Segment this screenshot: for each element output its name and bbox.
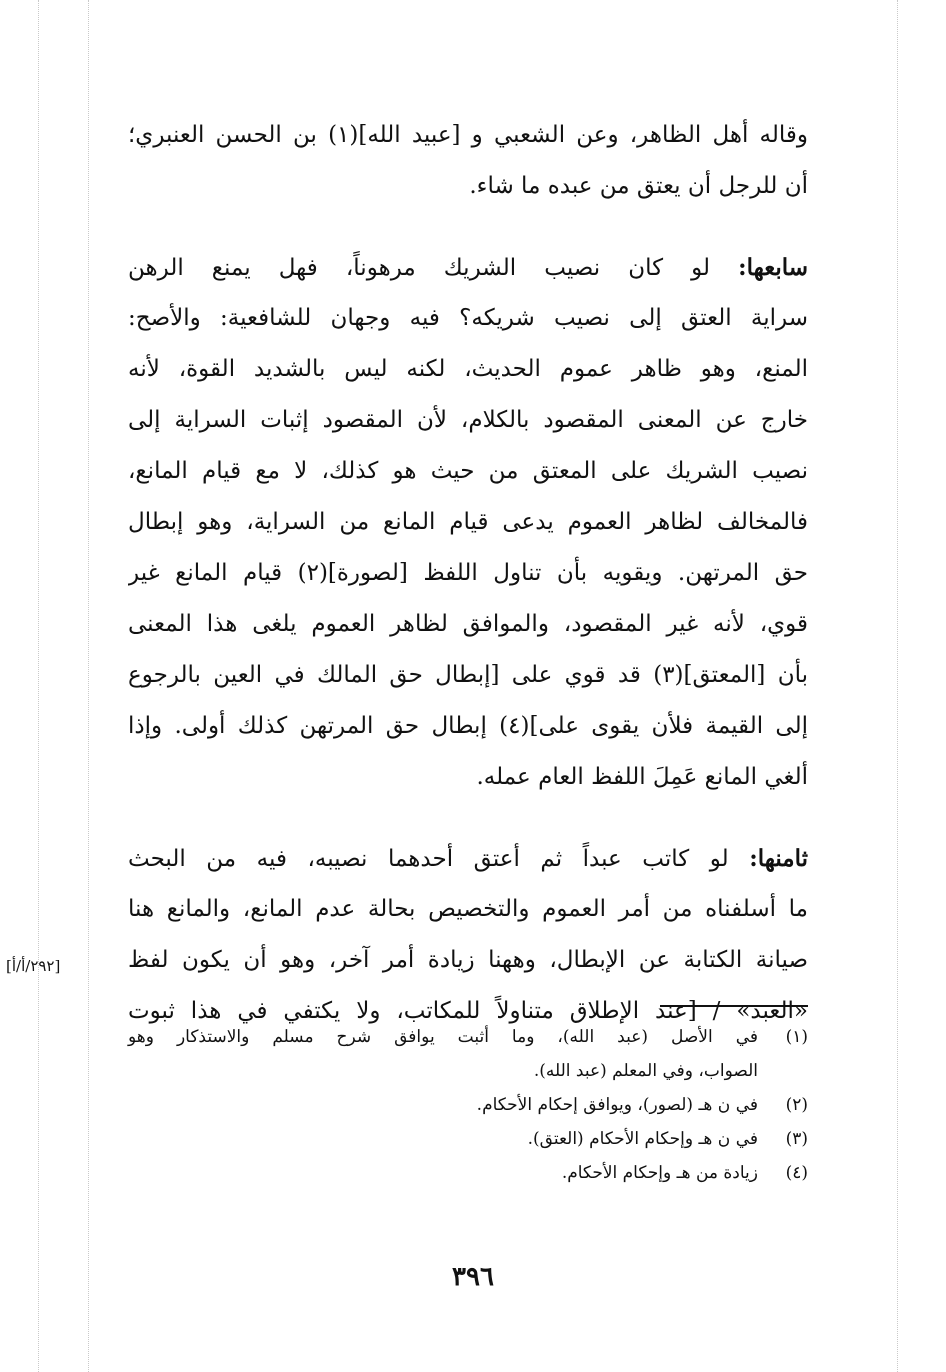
footnote-item bbox=[128, 1156, 808, 1190]
scan-guide-line bbox=[897, 0, 898, 1372]
paragraph-seventh-first-line bbox=[128, 242, 808, 293]
text-segment: لو كان نصيب الشريك مرهوناً، فهل يمنع الرهن bbox=[128, 255, 711, 281]
text-line: ألغي المانع عَمِلَ اللفظ العام عمله. bbox=[476, 764, 808, 790]
footnote-number: (١) bbox=[785, 1027, 808, 1047]
footnote-text: زيادة من هـ وإحكام الأحكام. bbox=[561, 1163, 758, 1183]
text-line: قوي، لأنه غير المقصود، والموافق لظاهر العموم يلغى هذا المعنى bbox=[128, 611, 808, 637]
paragraph-lead-eighth: ثامنها: bbox=[749, 845, 808, 872]
page-number: ٣٩٦ bbox=[452, 1262, 494, 1292]
text-line: فالمخالف لظاهر العموم يدعى قيام المانع من السراية، وهو إبطال bbox=[128, 509, 808, 535]
text-line: إلى القيمة فلأن يقوى على](٤) إبطال حق المرتهن كذلك أولى. وإذا bbox=[128, 713, 808, 739]
paragraph-lead-seventh: سابعها: bbox=[738, 254, 808, 281]
footnote-item bbox=[128, 1122, 808, 1156]
footnote-number: (٤) bbox=[785, 1163, 808, 1183]
paragraph-eighth-first-line bbox=[128, 833, 808, 884]
text-line: بأن [المعتق](٣) قد قوي على [إبطال حق المالك في العين بالرجوع bbox=[128, 662, 808, 688]
text-line: حق المرتهن. ويقويه بأن تناول اللفظ [لصورة](٢) قيام المانع غير bbox=[128, 560, 808, 586]
text-line: وقاله أهل الظاهر، وعن الشعبي و [عبيد الله](١) بن الحسن العنبري؛ bbox=[128, 122, 808, 148]
text-line: نصيب الشريك على المعتق من حيث هو كذلك، لا مع قيام المانع، bbox=[128, 458, 808, 484]
footnote-text: في ن هـ وإحكام الأحكام (العتق). bbox=[527, 1129, 758, 1149]
scan-guide-line bbox=[38, 0, 39, 1372]
text-line: ما أسلفناه من أمر العموم والتخصيص بحالة عدم المانع، والمانع هنا bbox=[128, 896, 808, 922]
text-line: صيانة الكتابة عن الإبطال، وههنا زيادة أمر آخر، وهو أن يكون لفظ bbox=[128, 947, 808, 973]
main-text bbox=[128, 110, 808, 1037]
footnote-text: في الأصل (عبد الله)، وما أثبت يوافق شرح مسلم والاستذكار وهو bbox=[128, 1027, 758, 1047]
manuscript-folio-reference: [٢٩٢/أ/أ] bbox=[6, 957, 61, 975]
text-line: المنع، وهو ظاهر عموم الحديث، لكنه ليس بالشديد القوة، لأنه bbox=[128, 356, 808, 382]
text-line: سراية العتق إلى نصيب شريكه؟ فيه وجهان للشافعية: والأصح: bbox=[128, 305, 808, 331]
text-segment: لو كاتب عبداً ثم أعتق أحدهما نصيبه، فيه من البحث bbox=[128, 846, 729, 872]
footnote-text: الصواب، وفي المعلم (عبد الله). bbox=[533, 1061, 758, 1081]
footnote-item bbox=[128, 1088, 808, 1122]
text-line: أن للرجل أن يعتق من عبده ما شاء. bbox=[469, 173, 808, 199]
footnote-separator bbox=[660, 1005, 808, 1007]
text-line: خارج عن المعنى المقصود بالكلام، لأن المقصود إثبات السراية إلى bbox=[128, 407, 808, 433]
text-line: «العبد» / [عند الإطلاق متناولاً للمكاتب، ولا يكتفي في هذا ثبوت bbox=[128, 998, 808, 1024]
footnote-item bbox=[128, 1020, 808, 1088]
scan-guide-line bbox=[88, 0, 89, 1372]
footnote-number: (٣) bbox=[785, 1129, 808, 1149]
footnote-text: في ن هـ (لصور)، ويوافق إحكام الأحكام. bbox=[476, 1095, 758, 1115]
footnotes bbox=[128, 1020, 808, 1190]
footnote-number: (٢) bbox=[785, 1095, 808, 1115]
